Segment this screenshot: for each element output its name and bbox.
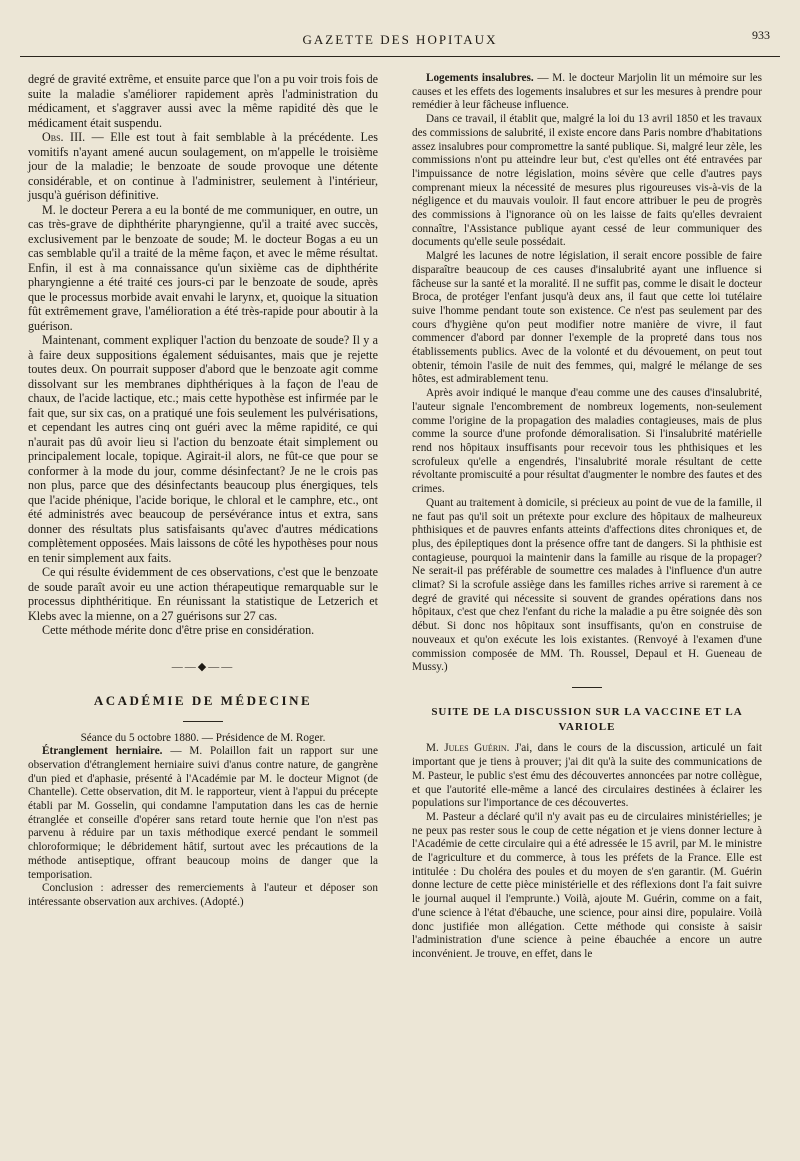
report-paragraph	[28, 745, 378, 882]
paragraph: Après avoir indiqué le manque d'eau comme une des causes d'insalubrité, l'auteur signale l'encombrement de nombreux logements, non-seulement comme l'origine de la propagation des maladies contagieuses, mais de plus comme la source d'une profonde démoralisation. Si l'insalubrité matérielle rend nos hôpitaux insuffisants pour recevoir tous les phthisiques et les scrofuleux qu'elle a engendrés, l'insalubrité morale résultant de cette révoltante promiscuité a pour résultat d'augmenter le nombre des fautes et des crimes.	[412, 387, 762, 496]
report-text: — M. le docteur Marjolin lit un mémoire sur les causes et les effets des logements insalubres et sur les mesures à prendre pour remédier à leur fâcheuse influence.	[412, 72, 762, 112]
title-rule	[183, 721, 223, 722]
page-header	[20, 26, 780, 54]
running-title: GAZETTE DES HOPITAUX	[302, 32, 498, 47]
paragraph: Dans ce travail, il établit que, malgré la loi du 13 avril 1850 et les travaux des commissions de salubrité, il existe encore dans Paris nombre d'habitations assez insalubres pour compromettre la santé publique. Si, malgré leur zèle, les commissions n'ont pu atteindre leur but, c'est qu'elles ont été entravées par l'impuissance de notre législation, moins sévère que celle d'autres pays comprenant mieux la nécessité de mesures plus rigoureuses vis-à-vis de la négligence et du mauvais vouloir. Il faut encore attribuer le peu de progrès des commissions à l'ignorance où on les laisse de faits qu'elles devraient connaître, l'Assistance publique ayant cessé de leur communiquer des documents qu'elle seule possédait.	[412, 113, 762, 249]
speaker-paragraph	[412, 742, 762, 811]
paragraph: degré de gravité extrême, et ensuite parce que l'on a pu voir trois fois de suite la maladie s'améliorer rapidement après l'administration du médicament, et s'aggraver aussi avec la même rapidité dès que le médicament était suspendu.	[28, 72, 378, 130]
report-text: — M. Polaillon fait un rapport sur une observation d'étranglement herniaire suivi d'anus contre nature, de gangrène d'un pied et d'aphasie, présenté à l'Académie par M. le docteur Mignot (de Chantelle). Cette observation, dit M. le rapporteur, vient à l'appui du précepte établi par M. Gosselin, qui condamne l'amputation dans les cas de hernie étranglée et conseille d'opérer sans retard toute hernie que l'on n'est pas parvenu à réduire par un taxis méthodique exercé pendant le sommeil chloroformique; le débridement hâtif, surtout avec les précautions de la méthode antiseptique, offrant beaucoup moins de danger que la temporisation.	[28, 745, 378, 881]
speaker-label: M. Jules Guérin.	[426, 742, 510, 755]
report-paragraph	[412, 72, 762, 113]
end-rule-wrap	[412, 679, 762, 694]
section-divider: ——◆——	[171, 660, 235, 673]
page-number: 933	[752, 28, 770, 42]
paragraph: Conclusion : adresser des remerciements à l'auteur et déposer son intéressante observation aux archives. (Adopté.)	[28, 882, 378, 908]
session-line: Séance du 5 octobre 1880. — Présidence de M. Roger.	[80, 731, 326, 744]
paragraph: M. Pasteur a déclaré qu'il n'y avait pas eu de circulaires ministérielles; je ne peux pas rester sous le coup de cette négation et je viens donner lecture à l'Académie de cette circulaire qui a été adressée le 15 avril, par M. le ministre de l'agriculture et du commerce, à tous les préfets de la France. Elle est intitulée : Du choléra des poules et du moyen de s'en garantir. (M. Guérin donne lecture de cette pièce ministérielle et des réflexions dont l'a fait suivre le journal auquel il l'emprunte.) Voilà, ajoute M. Guérin, comme on a fait, d'une science à l'état d'ébauche, une science, pour ainsi dire, populaire. Voilà donc justifiée mon allégation. Cette méthode qui consiste à saisir l'administration d'une science à peine ébauchée a encore un autre inconvénient. Je trouve, en effet, dans le	[412, 810, 762, 960]
paragraph: Malgré les lacunes de notre législation, il serait encore possible de faire disparaître beaucoup de ces causes d'insalubrité ayant une influence si fâcheuse sur la santé et la moralité. Il ne suffit pas, comme le disait le docteur Broca, de protéger l'enfant jusqu'à deux ans, il faut que cette loi tutélaire suive l'homme pendant toute son existence. Ce n'est pas seulement par des cours d'hygiène qu'on peut modifier notre manière de vivre, il faut commencer d'abord par donner l'exemple de la propreté dans tous nos établissements publics. Avec de la volonté et du dévouement, on peut tout obtenir, témoin l'asile de nuit des femmes, qui, malgré le mélange de ses hôtes, est admirablement tenu.	[412, 250, 762, 386]
speaker-text: J'ai, dans le cours de la discussion, articulé un fait important que je tiens à prouver; j'ai dit qu'à la suite des communications de M. Pasteur, le public s'est ému des découvertes annoncées par notre collègue, et que l'autorité elle-même a lancé des circulaires destinées à éclairer les populations sur l'importance de ces découvertes.	[412, 742, 762, 810]
sub-section-title: SUITE DE LA DISCUSSION SUR LA VACCINE ET LA VARIOLE	[431, 706, 743, 733]
report-label: Logements insalubres.	[426, 72, 534, 84]
paragraph: Cette méthode mérite donc d'être prise en considération.	[42, 623, 315, 637]
paragraph: Maintenant, comment expliquer l'action du benzoate de soude? Il y a à faire deux suppositions également séduisantes, mais que je rejette toutes deux. On pourrait supposer d'abord que le benzoate agit comme dissolvant sur les membranes diphthériques à la façon de l'eau de chaux, de l'acide lactique, etc.; mais cette hypothèse est infirmée par le fait que, sur six cas, on a pratiqué une fois seulement les pulvérisations, et cependant les autres cinq ont guéri avec la même rapidité, ce qui n'aurait pas dû avoir lieu si l'action du benzoate était simplement ou principalement locale, topique. Agirait-il alors, ne fût-ce que pour se conformer à la mode du jour, comme désinfectant? Je ne le crois pas non plus, parce que des désinfectants beaucoup plus énergiques, tels que l'acide phénique, l'acide borique, le chloral et le camphre, etc., ont été administrés avec beaucoup de persévérance intus et extra, sans donner des résultats plus satisfaisants qu'avec d'autres médications complètement opposées. Mais laissons de côté les hypothèses pour nous en tenir simplement aux faits.	[28, 333, 378, 565]
section-title: ACADÉMIE DE MÉDECINE	[93, 693, 313, 708]
left-column	[28, 72, 378, 910]
paragraph: Ce qui résulte évidemment de ces observations, c'est que le benzoate de soude paraît avoir eu une action thérapeutique remarquable sur le processus diphthéritique. En réunissant la statistique de Letzerich et Klebs avec la mienne, on a 27 guérisons sur 27 cas.	[28, 565, 378, 623]
paragraph: M. le docteur Perera a eu la bonté de me communiquer, en outre, un cas très-grave de diphthérite pharyngienne, qu'il a traité avec succès, exclusivement par le benzoate de soude; M. le docteur Bogas a eu un cas semblable qu'il a traité de la même façon, et avec le même résultat. Enfin, il est à ma connaissance qu'un sixième cas de diphthérite pharyngienne a été traité ces jours-ci par le benzoate de soude, après que le processus morbide avait envahi le larynx, et, quoique la situation fût extrêmement grave, l'amélioration a été très-rapide pour aboutir à la guérison.	[28, 202, 378, 333]
observation-paragraph	[28, 130, 378, 203]
header-rule	[20, 56, 780, 57]
end-rule	[572, 687, 602, 688]
paragraph: Quant au traitement à domicile, si précieux au point de vue de la famille, il ne faut pas qu'il soit un prétexte pour exclure des hôpitaux de malheureux phthisiques et de pauvres enfants atteints d'affections dites chroniques et, de plus, des épileptiques dont la présence offre tant de dangers. Si la phthisie est contagieuse, pourquoi la maintenir dans la famille au risque de la propager? Ne serait-il pas préférable de soumettre ces malades à l'influence d'un autre climat? Si la scrofule assiège dans les familles riches arrive si rarement à ce degré de gravité qui nécessite si souvent de grandes opérations dans nos hôpitaux, c'est que chez l'enfant du riche la maladie a pu être soignée dès son début. Si donc nos hôpitaux sont insuffisants, qu'on en construise de nouveaux et qu'on exécute les lois existantes. (Renvoyé à l'examen d'une commission composée de MM. Th. Roussel, Depaul et H. Gueneau de Mussy.)	[412, 496, 762, 674]
observation-label: Obs. III.	[42, 130, 86, 144]
report-label: Étranglement herniaire.	[42, 745, 163, 758]
right-column	[412, 72, 762, 962]
observation-text: — Elle est tout à fait semblable à la précédente. Les vomitifs n'ayant amené aucun soulagement, on m'appelle le troisième jour de la maladie; le benzoate de soude provoque une détente considérable, et on continue à l'administrer, seulement à l'intérieur, jusqu'à guérison définitive.	[28, 130, 378, 202]
